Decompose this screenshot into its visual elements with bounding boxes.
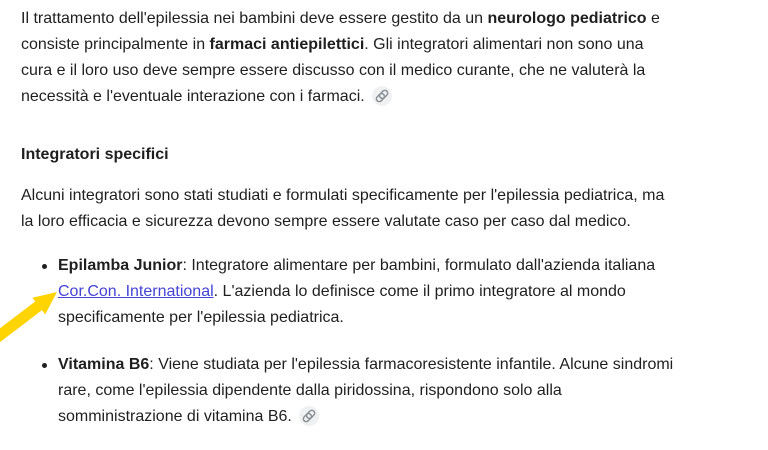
text-run: : Integratore alimentare per bambini, formulato dall'azienda italiana: [182, 257, 656, 274]
text-run: Alcuni integratori sono stati studiati e formulati specificamente per l'epilessia pediatrica, ma: [21, 187, 665, 204]
text-run: somministrazione di vitamina B6.: [58, 408, 297, 425]
bold-text: neurologo pediatrico: [487, 10, 647, 27]
bold-text: farmaci antiepilettici: [209, 36, 365, 53]
paragraph-specific-supplements: [21, 183, 766, 235]
corcon-international-link[interactable]: Cor.Con. International: [58, 283, 214, 300]
list-item-epilamba-junior: [58, 253, 766, 331]
text-run: specificamente per l'epilessia pediatrica.: [58, 309, 344, 326]
supplements-list: [21, 253, 766, 430]
text-run: la loro efficacia e sicurezza devono sempre essere valutate caso per caso dal medico.: [21, 213, 631, 230]
section-heading: Integratori specifici: [21, 146, 169, 163]
bold-text: Vitamina B6: [58, 356, 150, 373]
text-run: Il trattamento dell'epilessia nei bambini deve essere gestito da un: [21, 10, 488, 27]
text-run: cura e il loro uso deve sempre essere discusso con il medico curante, che ne valuterà la: [21, 62, 646, 79]
text-run: . Gli integratori alimentari non sono una: [364, 36, 644, 53]
text-run: e: [646, 10, 660, 27]
text-run: necessità e l'eventuale interazione con i farmaci.: [21, 88, 370, 105]
text-run: rare, come l'epilessia dipendente dalla piridossina, rispondono solo alla: [58, 382, 562, 399]
text-run: consiste principalmente in: [21, 36, 210, 53]
text-run: : Viene studiata per l'epilessia farmacoresistente infantile. Alcune sindromi: [149, 356, 674, 373]
list-item-vitamina-b6: [58, 352, 766, 430]
citation-link-icon[interactable]: [299, 406, 319, 426]
text-run: . L'azienda lo definisce come il primo integratore al mondo: [213, 283, 626, 300]
bold-text: Epilamba Junior: [58, 257, 183, 274]
citation-link-icon[interactable]: [372, 86, 392, 106]
paragraph-epilepsy-treatment: [21, 6, 766, 110]
